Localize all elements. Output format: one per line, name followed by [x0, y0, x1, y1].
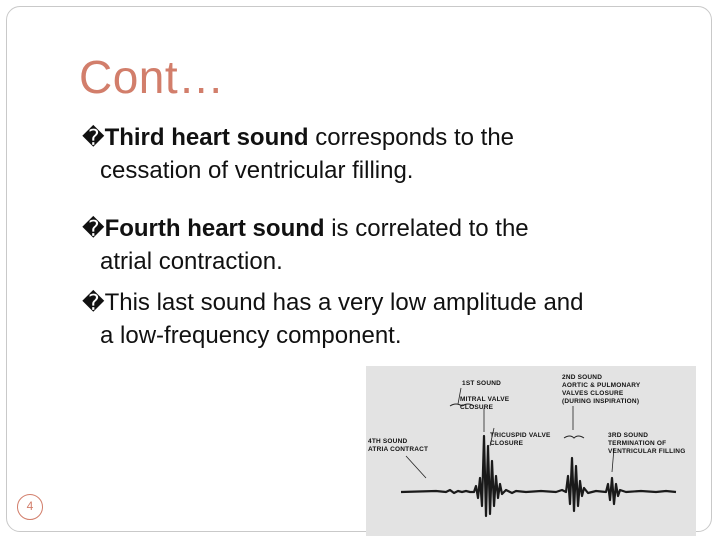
- bullet-bold-text: Fourth heart sound: [104, 215, 325, 242]
- bullet-marker: �: [82, 126, 105, 151]
- bullet-marker: �: [82, 217, 105, 242]
- bullet-third-heart-sound-line2: cessation of ventricular filling.: [100, 157, 414, 184]
- page-number-badge: 4: [17, 494, 43, 520]
- bullet-fourth-heart-sound-line2: atrial contraction.: [100, 248, 283, 275]
- bullet-text: This last sound has a very low amplitude and: [104, 289, 584, 316]
- bullet-last-sound: [82, 286, 583, 320]
- heart-sound-figure: [366, 366, 696, 536]
- label-mitral-valve: MITRAL VALVE CLOSURE: [460, 396, 510, 411]
- label-tricuspid-valve: TRICUSPID VALVE CLOSURE: [490, 432, 551, 447]
- bullet-last-sound-line2: a low-frequency component.: [100, 322, 402, 349]
- bullet-fourth-heart-sound: [82, 212, 529, 246]
- label-second-sound: 2ND SOUND AORTIC & PULMONARY VALVES CLOSURE (DURING INSPIRATION): [562, 374, 641, 405]
- bullet-bold-text: Third heart sound: [104, 124, 309, 151]
- label-first-sound: 1ST SOUND: [462, 380, 502, 387]
- bullet-marker: �: [82, 291, 105, 316]
- bullet-text: is correlated to the: [324, 215, 529, 242]
- label-third-sound: 3RD SOUND TERMINATION OF VENTRICULAR FILLING: [608, 432, 686, 455]
- slide-title: Cont…: [79, 51, 225, 103]
- bullet-text: corresponds to the: [308, 124, 515, 151]
- bullet-third-heart-sound: [82, 121, 514, 155]
- label-fourth-sound: 4TH SOUND ATRIA CONTRACT: [368, 438, 429, 453]
